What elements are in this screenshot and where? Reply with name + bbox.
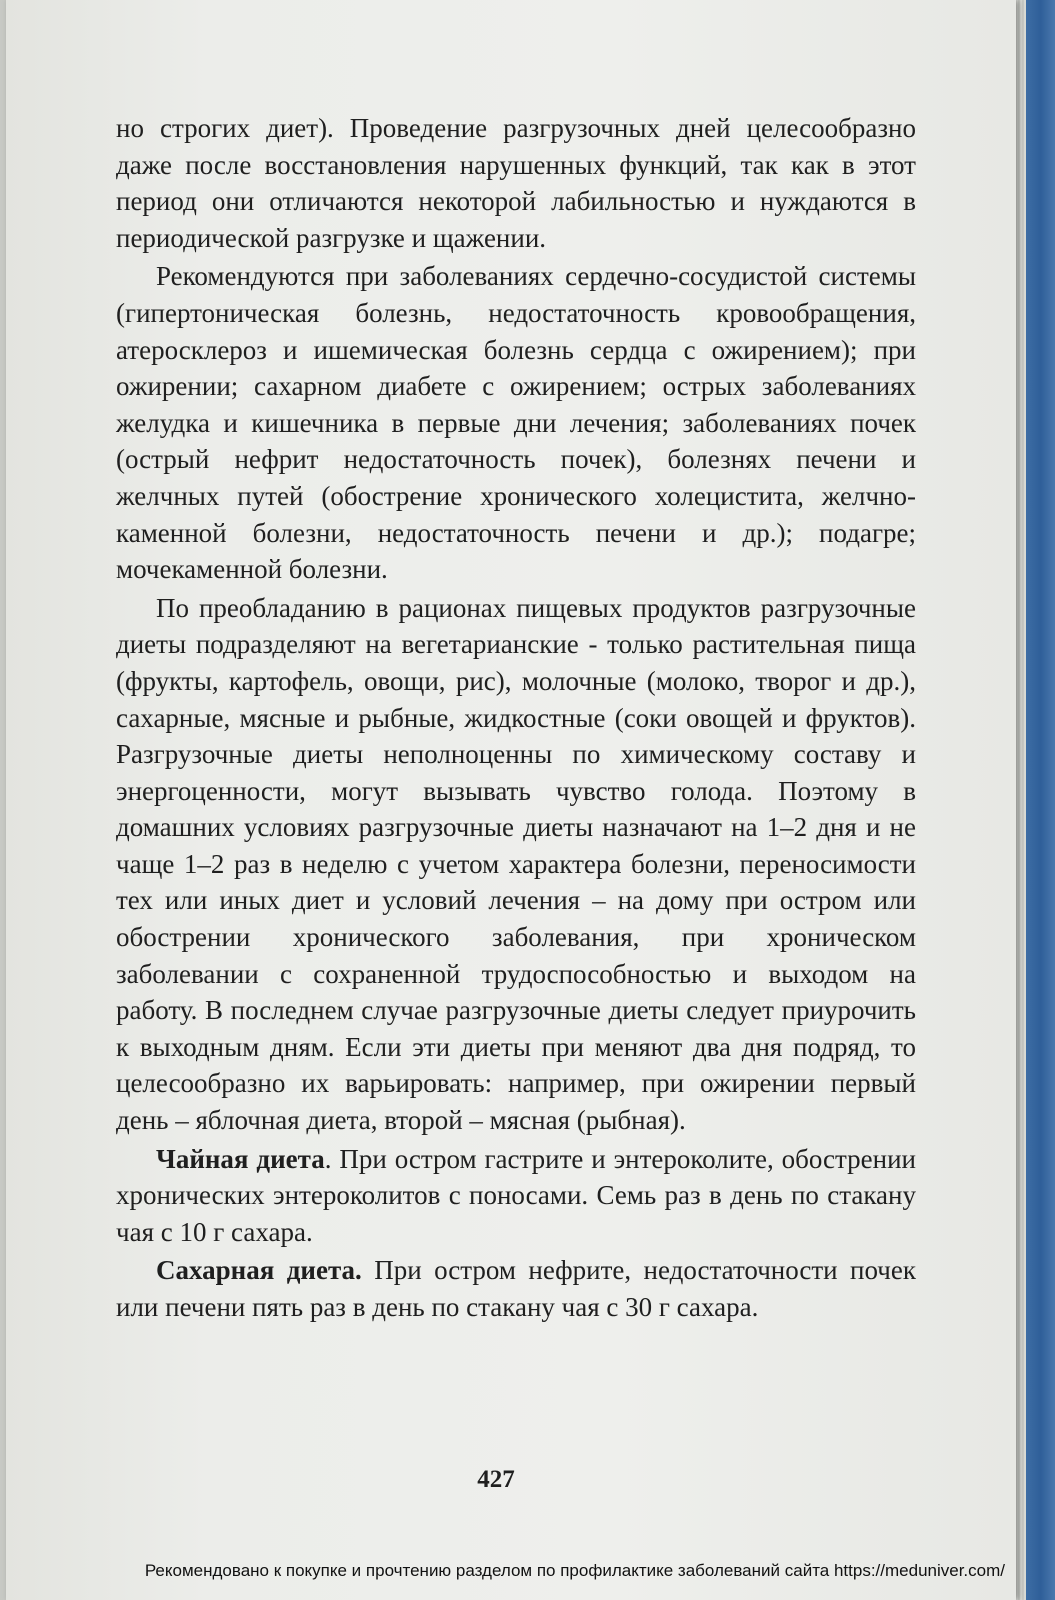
book-page <box>6 0 1016 1600</box>
page-edges <box>1016 0 1026 1600</box>
tea-diet-text: . При остром гастрите и энтероколите, обострении хронических энтероколитов с поносами. Семь раз в день по стакану чая с 10 г сахара. <box>116 1143 916 1247</box>
body-text <box>116 110 916 1328</box>
paragraph-sugar-diet <box>116 1252 916 1325</box>
paragraph-2-text: Рекомендуются при заболеваниях сердечно-сосудистой системы (гипертоническая болезнь, недостаточность кровообращения, атеросклероз и ишемическая болезнь сердца с ожирением); при ожирении; сахарном диабете с ожирением; острых заболеваниях желудка и кишечника в первые дни лечения; заболеваниях почек (острый нефрит недостаточность почек), болезнях печени и желчных путей (обострение хронического холецистита, желчно-каменной болезни, недостаточность печени и др.); подагре; мочекаменной болезни. <box>116 261 916 585</box>
tea-diet-heading: Чайная диета <box>156 1143 325 1174</box>
paragraph-2 <box>116 258 916 587</box>
paragraph-1-text: но строгих диет). Проведение разгрузочных дней целесообразно даже после восстановления нарушенных функций, так как в этот период они отличаются некоторой лабильностью и нуждаются в периодической разгрузке и щажении. <box>116 113 916 253</box>
sugar-diet-text: При остром нефрите, недостаточности почек или печени пять раз в день по стакану чая с 30 г сахара. <box>116 1255 916 1322</box>
sugar-diet-heading: Сахарная диета. <box>156 1255 362 1286</box>
source-watermark: Рекомендовано к покупке и прочтению разделом по профилактике заболеваний сайта https://meduniver.com/ <box>144 1561 1005 1580</box>
paragraph-3 <box>116 590 916 1139</box>
paragraph-tea-diet <box>116 1141 916 1251</box>
paragraph-1 <box>116 110 916 256</box>
page-number: 427 <box>477 1466 515 1493</box>
paragraph-3-text: По преобладанию в рационах пищевых продуктов разгрузочные диеты подразделяют на вегетарианские - только растительная пища (фрукты, картофель, овощи, рис), молочные (молоко, творог и др.), сахарные, мясные и рыбные, жидкостные (соки овощей и фруктов). Разгрузочные диеты неполноценны по химическому составу и энергоценности, могут вызывать чувство голода. Поэтому в домашних условиях разгрузочные диеты назначают на 1–2 дня и не чаще 1–2 раз в неделю с учетом характера болезни, переносимости тех или иных диет и условий лечения – на дому при остром или обострении хронического заболевания, при хроническом заболевании с сохраненной трудоспособностью и выходом на работу. В последнем случае разгрузочные диеты следует приурочить к выходным дням. Если эти диеты при меняют два дня подряд, то целесообразно их варьировать: например, при ожирении первый день – яблочная диета, второй – мясная (рыбная). <box>116 592 916 1136</box>
